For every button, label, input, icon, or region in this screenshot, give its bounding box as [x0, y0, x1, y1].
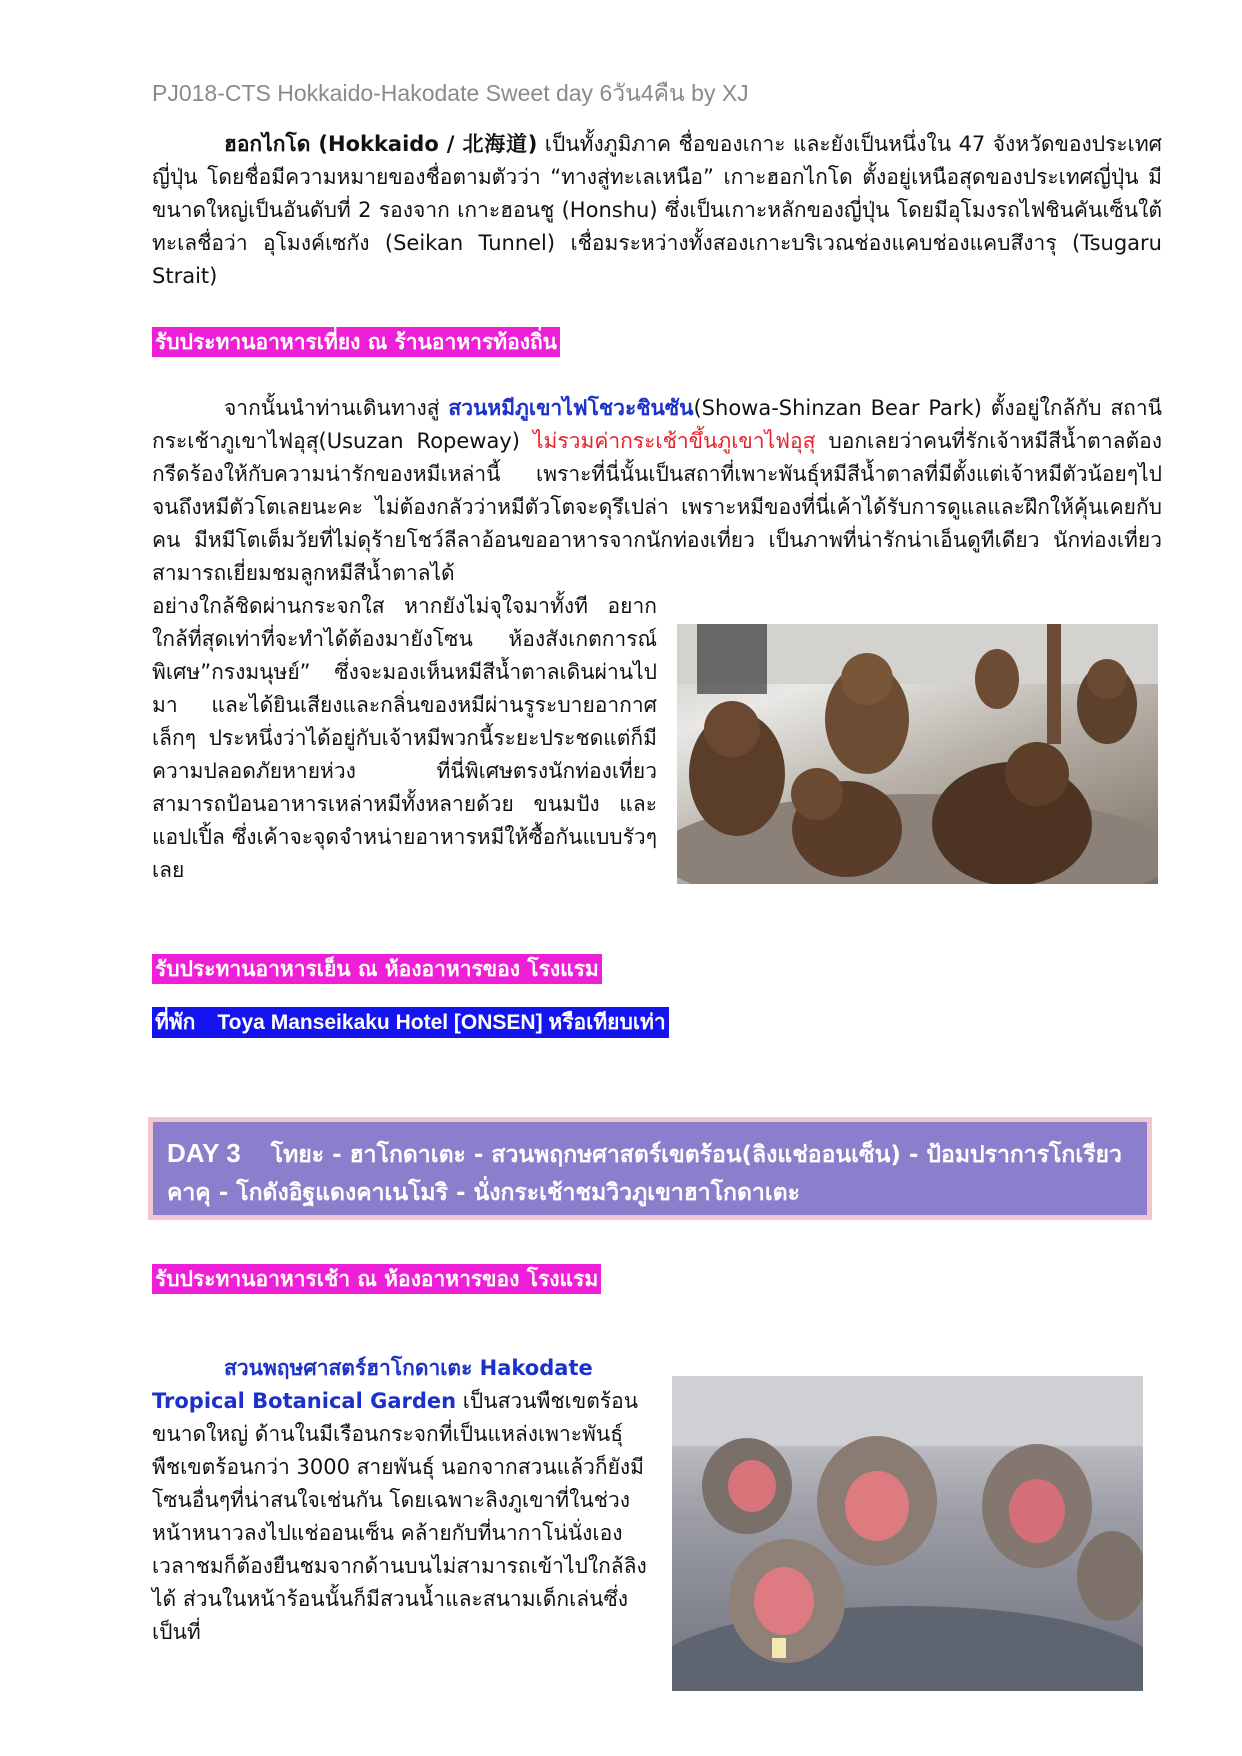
day3-banner [148, 1117, 1152, 1220]
breakfast-highlight: รับประทานอาหารเช้า ณ ห้องอาหารของ โรงแรม [152, 1264, 601, 1294]
lunch-highlight: รับประทานอาหารเที่ยง ณ ร้านอาหารท้องถิ่น [152, 327, 560, 357]
bears-photo [677, 624, 1158, 884]
ropeway-note: ไม่รวมค่ากระเช้าขึ้นภูเขาไฟอุสุ [533, 429, 816, 453]
garden-name: สวนพฤษศาสตร์ฮาโกดาเตะ Hakodate Tropical Botanical Garden [152, 1356, 593, 1413]
bear-park-text: (Showa-Shinzan Bear Park) ตั้งอยู่ใกล้กับ สถานีกระเช้าภูเขาไฟอุสุ(Usuzan Ropeway) [152, 396, 1162, 453]
bear-park-paragraph-2 [152, 590, 657, 887]
bear-park-lead: จากนั้นนำท่านเดินทางสู่ [224, 396, 449, 420]
intro-title: ฮอกไกโด (Hokkaido / 北海道) [224, 132, 538, 156]
bear-park-name: สวนหมีภูเขาไฟโชวะชินซัน [448, 396, 694, 420]
garden-text: เป็นสวนพืชเขตร้อนขนาดใหญ่ ด้านในมีเรือนกระจกที่เป็นแหล่งเพาะพันธุ์พืชเขตร้อนกว่า 3000 สายพันธุ์ นอกจากสวนแล้วก็ยังมีโซนอื่นๆที่น่าสนใจเช่นกัน โดยเฉพาะลิงภูเขาที่ในช่วงหน้าหนาวลงไปแช่ออนเซ็น คล้ายกับที่นากาโน่นั่งเอง เวลาชมก็ต้องยืนชมจากด้านบนไม่สามารถเข้าไปใกล้ลิงได้ ส่วนในหน้าร้อนนั้นก็มีสวนน้ำและสนามเด็กเล่นซึ่งเป็นที่ [152, 1389, 647, 1644]
monkeys-photo [672, 1376, 1143, 1691]
page-header: PJ018-CTS Hokkaido-Hakodate Sweet day 6วัน4คืน by XJ [152, 80, 749, 106]
day3-route: โทยะ - ฮาโกดาเตะ - สวนพฤกษศาสตร์เขตร้อน(ลิงแช่ออนเซ็น) - ป้อมปราการโกเรียวคาคุ - โกดังอิฐแดงคาเนโมริ - นั่งกระเช้าชมวิวภูเขาฮาโกดาเตะ [167, 1142, 1122, 1206]
intro-paragraph [152, 128, 1162, 293]
bear-park-text-2: อย่างใกล้ชิดผ่านกระจกใส หากยังไม่จุใจมาทั้งที อยากใกล้ที่สุดเท่าที่จะทำได้ต้องมายังโซน ห้องสังเกตการณ์พิเศษ”กรงมนุษย์” ซึ่งจะมองเห็นหมีสีน้ำตาลเดินผ่านไปมา และได้ยินเสียงและกลิ่นของหมีผ่านรูระบายอากาศเล็กๆ ประหนึ่งว่าได้อยู่กับเจ้าหมีพวกนี้ระยะประชดแต่ก็มีความปลอดภัยหายห่วง ที่นี่พิเศษตรงนักท่องเที่ยวสามารถป้อนอาหารเหล่าหมีทั้งหลายด้วย ขนมปัง และแอปเปิ้ล ซึ่งเค้าจะจุดจำหน่ายอาหารหมีให้ซื้อกันแบบรัวๆเลย [152, 594, 657, 882]
hotel-highlight [152, 1007, 669, 1038]
hotel-name: Toya Manseikaku Hotel [ONSEN] หรือเทียบเท่า [217, 1011, 666, 1034]
dinner-highlight: รับประทานอาหารเย็น ณ ห้องอาหารของ โรงแรม [152, 954, 602, 984]
garden-paragraph [152, 1352, 647, 1649]
day3-label: DAY 3 [167, 1138, 241, 1168]
intro-text: เป็นทั้งภูมิภาค ชื่อของเกาะ และยังเป็นหนึ่งใน 47 จังหวัดของประเทศญี่ปุ่น โดยชื่อมีความหมายของชื่อตามตัวว่า “ทางสู่ทะเลเหนือ” เกาะฮอกไกโด ตั้งอยู่เหนือสุดของประเทศญี่ปุ่น มีขนาดใหญ่เป็นอันดับที่ 2 รองจาก เกาะฮอนชู (Honshu) ซึ่งเป็นเกาะหลักของญี่ปุ่น โดยมีอุโมงรถไฟชินคันเซ็นใต้ทะเลชื่อว่า อุโมงค์เซกัง (Seikan Tunnel) เชื่อมระหว่างทั้งสองเกาะบริเวณช่องแคบช่องแคบสึงารุ (Tsugaru Strait) [152, 132, 1163, 288]
bear-park-paragraph [152, 392, 1162, 590]
hotel-label: ที่พัก [155, 1010, 196, 1034]
bear-park-text-cont: บอกเลยว่าคนที่รักเจ้าหมีสีน้ำตาลต้องกรีดร้องให้กับความน่ารักของหมีเหล่านี้ เพราะที่นี่นั้นเป็นสถาที่เพาะพันธุ์หมีสีน้ำตาลที่มีตั้งแต่เจ้าหมีตัวน้อยๆไปจนถึงหมีตัวโตเลยนะคะ ไม่ต้องกลัวว่าหมีตัวโตจะดุรึเปล่า เพราะหมีของที่นี่เค้าได้รับการดูแลและฝึกให้คุ้นเคยกับคน มีหมีโตเต็มวัยที่ไม่ดุร้ายโชว์ลีลาอ้อนขออาหารจากนักท่องเที่ยว เป็นภาพที่น่ารักน่าเอ็นดูทีเดียว นักท่องเที่ยวสามารถเยี่ยมชมลูกหมีสีน้ำตาลได้ [152, 429, 1162, 585]
